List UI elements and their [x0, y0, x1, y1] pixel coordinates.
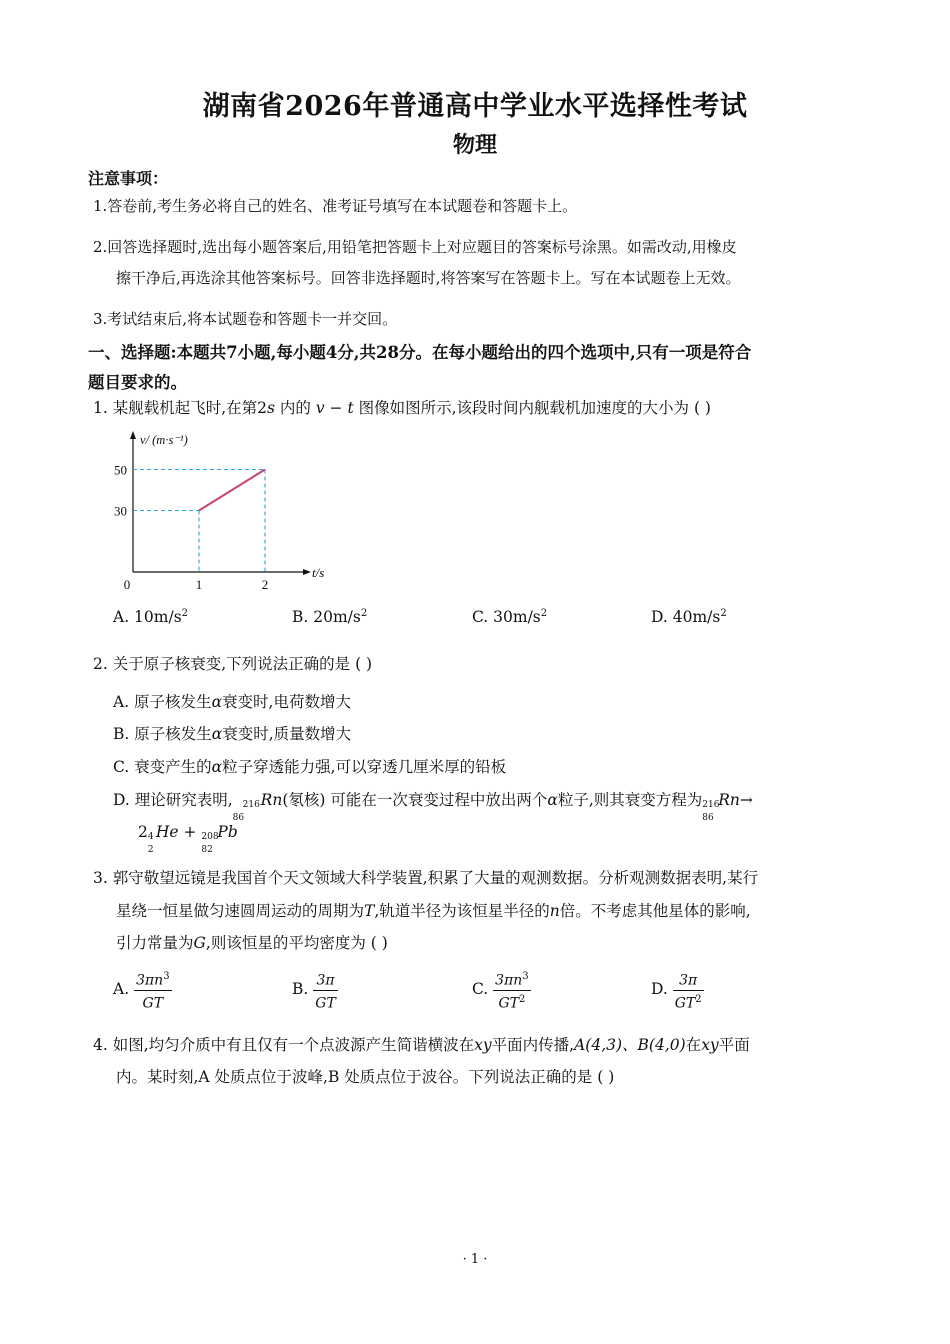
q3-option-c: [472, 968, 531, 1012]
var-n: n: [549, 902, 560, 920]
alpha-symbol: α: [211, 725, 223, 743]
denominator-text: GT: [498, 995, 519, 1012]
denominator-text: GT: [674, 995, 696, 1012]
q3-option-b-label: B.: [292, 980, 309, 999]
rn-mass-number: 216: [702, 800, 720, 810]
fraction: [493, 968, 531, 1012]
alpha-symbol: α: [211, 758, 223, 776]
q2-d-text: 粒子,则其衰变方程为: [557, 791, 703, 809]
q3-text: 星绕一恒星做匀速圆周运动的周期为: [116, 902, 365, 920]
section-heading: [88, 338, 878, 398]
fraction-numerator: [673, 968, 704, 991]
question-3-line3: [116, 927, 388, 959]
q4-text: 平面内传播,: [491, 1036, 575, 1054]
section-heading-line1: 一、选择题:本题共7小题,每小题4分,共28分。在每小题给出的四个选项中,只有一项是符合: [88, 343, 752, 362]
x-axis-arrow-icon: [303, 569, 311, 575]
y-axis-arrow-icon: [130, 431, 136, 439]
q1-option-b-text: B. 20m/s: [292, 608, 361, 627]
numerator-text: 3π: [316, 972, 335, 989]
numerator-text: 3πn: [136, 972, 164, 989]
fraction-denominator: [134, 991, 172, 1013]
q2-option-a: [113, 686, 351, 718]
y-tick-label-30: 30: [114, 503, 127, 519]
q2-a-text: A. 原子核发生: [113, 693, 212, 711]
question-4-line1: [93, 1029, 750, 1061]
q3-text: 引力常量为: [116, 934, 194, 952]
q1-option-c: [472, 608, 547, 626]
q1-option-d: [651, 608, 727, 626]
rn-symbol: Rn: [718, 791, 740, 809]
vt-graph: [95, 425, 345, 600]
q1-stem-part: 图像如图所示,该段时间内舰载机加速度的大小为 ( ): [353, 399, 711, 417]
q2-option-c: [113, 751, 506, 783]
note-3: 3.考试结束后,将本试题卷和答题卡一并交回。: [93, 310, 398, 328]
numerator-text: 3πn: [495, 972, 523, 989]
q2-a-text: 衰变时,电荷数增大: [222, 693, 351, 711]
q2-c-text: 粒子穿透能力强,可以穿透几厘米厚的铅板: [222, 758, 507, 776]
fraction-numerator: [134, 968, 172, 991]
exam-title: 湖南省2026年普通高中学业水平选择性考试: [202, 91, 748, 122]
velocity-line: [199, 470, 265, 511]
denominator-sup: 2: [519, 993, 526, 1005]
numerator-sup: 3: [163, 971, 170, 982]
q1-option-a-sup: 2: [181, 608, 189, 619]
denominator-sup: 2: [695, 993, 702, 1005]
var-T: T: [364, 902, 375, 920]
pb-mass-number: 208: [201, 832, 219, 842]
q1-option-d-text: D. 40m/s: [651, 608, 721, 627]
y-axis-label: v/ (m·s⁻¹): [140, 433, 188, 447]
numerator-text: 3π: [679, 972, 698, 989]
q1-var-vt: v − t: [315, 399, 354, 417]
arrow-icon: →: [739, 791, 753, 809]
question-3-line1: 3. 郭守敬望远镜是我国首个天文领域大科学装置,积累了大量的观测数据。分析观测数据表明,某行: [93, 869, 759, 887]
alpha-symbol: α: [211, 693, 223, 711]
q2-option-d-equation: [138, 816, 238, 855]
he-mass-number: 4: [147, 832, 154, 842]
alpha-symbol: α: [547, 791, 558, 809]
q1-option-b-sup: 2: [360, 608, 368, 619]
q1-option-c-text: C. 30m/s: [472, 608, 541, 627]
q2-option-b: [113, 718, 351, 750]
fraction: [313, 968, 338, 1012]
var-G: G: [193, 934, 206, 952]
exam-subject: 物理: [452, 132, 497, 158]
fraction-denominator: [313, 991, 338, 1013]
q3-option-d-label: D.: [651, 980, 668, 999]
denominator-text: GT: [315, 995, 336, 1012]
q3-option-d: [651, 968, 704, 1012]
x-axis-label: t/s: [312, 565, 325, 580]
question-2-stem: 2. 关于原子核衰变,下列说法正确的是 ( ): [93, 655, 373, 673]
note-2-cont: 擦干净后,再选涂其他答案标号。回答非选择题时,将答案写在答题卡上。写在本试题卷上无效。: [116, 269, 741, 287]
rn-atomic-number: 86: [232, 813, 245, 823]
denominator-text: GT: [142, 995, 164, 1012]
fraction-denominator: [673, 991, 704, 1013]
q1-option-b: [292, 608, 367, 626]
q3-option-a: [113, 968, 172, 1012]
section-heading-line2: 题目要求的。: [88, 373, 187, 392]
q3-option-a-label: A.: [113, 980, 130, 999]
q3-option-c-label: C.: [472, 980, 489, 999]
question-4-line2: 内。某时刻,A 处质点位于波峰,B 处质点位于波谷。下列说法正确的是 ( ): [116, 1068, 615, 1086]
note-1: 1.答卷前,考生务必将自己的姓名、准考证号填写在本试题卷和答题卡上。: [93, 197, 578, 215]
q1-stem-part: 内的: [274, 399, 316, 417]
points-ab: A(4,3)、B(4,0): [574, 1036, 686, 1054]
fraction: [134, 968, 172, 1012]
fraction-numerator: [313, 968, 338, 991]
q4-text: 4. 如图,均匀介质中有且仅有一个点波源产生简谐横波在: [93, 1036, 475, 1054]
q2-option-d: [113, 784, 753, 823]
note-2: 2.回答选择题时,选出每小题答案后,用铅笔把答题卡上对应题目的答案标号涂黑。如需改动,用橡皮: [93, 238, 737, 256]
q1-option-d-sup: 2: [720, 608, 727, 619]
notes-heading: 注意事项：: [88, 169, 169, 188]
question-3-line2: [116, 895, 751, 927]
q4-text: 在: [685, 1036, 702, 1054]
q1-option-c-sup: 2: [540, 608, 548, 619]
var-xy: xy: [701, 1036, 719, 1054]
q2-c-text: C. 衰变产生的: [113, 758, 212, 776]
q2-d-text: (氡核) 可能在一次衰变过程中放出两个: [282, 791, 548, 809]
q3-text: ,则该恒星的平均密度为 ( ): [205, 934, 388, 952]
x-tick-label-1: 1: [195, 577, 203, 592]
q2-d-text: D. 理论研究表明,: [113, 791, 233, 809]
pb-symbol: Pb: [217, 823, 238, 841]
page-number: · 1 ·: [462, 1252, 488, 1267]
fraction-denominator: [493, 991, 531, 1013]
q3-option-b: [292, 968, 338, 1012]
q2-b-text: 衰变时,质量数增大: [222, 725, 352, 743]
question-1-stem: [93, 392, 711, 424]
q1-stem-part: 1. 某舰载机起飞时,在第2: [93, 399, 268, 417]
plus-sign: +: [178, 823, 202, 841]
fraction-numerator: [493, 968, 531, 991]
numerator-sup: 3: [522, 971, 529, 982]
q3-text: 倍。不考虑其他星体的影响,: [559, 902, 751, 920]
rn-mass-number: 216: [242, 800, 260, 810]
var-xy: xy: [474, 1036, 492, 1054]
rn-symbol: Rn: [260, 791, 283, 809]
q4-text: 平面: [718, 1036, 750, 1054]
x-tick-label-0: 0: [123, 577, 131, 592]
q2-b-text: B. 原子核发生: [113, 725, 212, 743]
fraction: [673, 968, 704, 1012]
rn-atomic-number: 86: [702, 813, 714, 823]
he-coefficient: 2: [138, 823, 148, 841]
y-tick-label-50: 50: [114, 462, 127, 478]
he-symbol: He: [155, 823, 179, 841]
he-atomic-number: 2: [147, 845, 154, 855]
q1-var-s: s: [267, 399, 275, 417]
pb-atomic-number: 82: [201, 845, 213, 855]
q1-option-a-text: A. 10m/s: [113, 608, 182, 627]
q1-option-a: [113, 608, 188, 626]
q3-text: ,轨道半径为该恒星半径的: [374, 902, 550, 920]
x-tick-label-2: 2: [261, 577, 269, 592]
